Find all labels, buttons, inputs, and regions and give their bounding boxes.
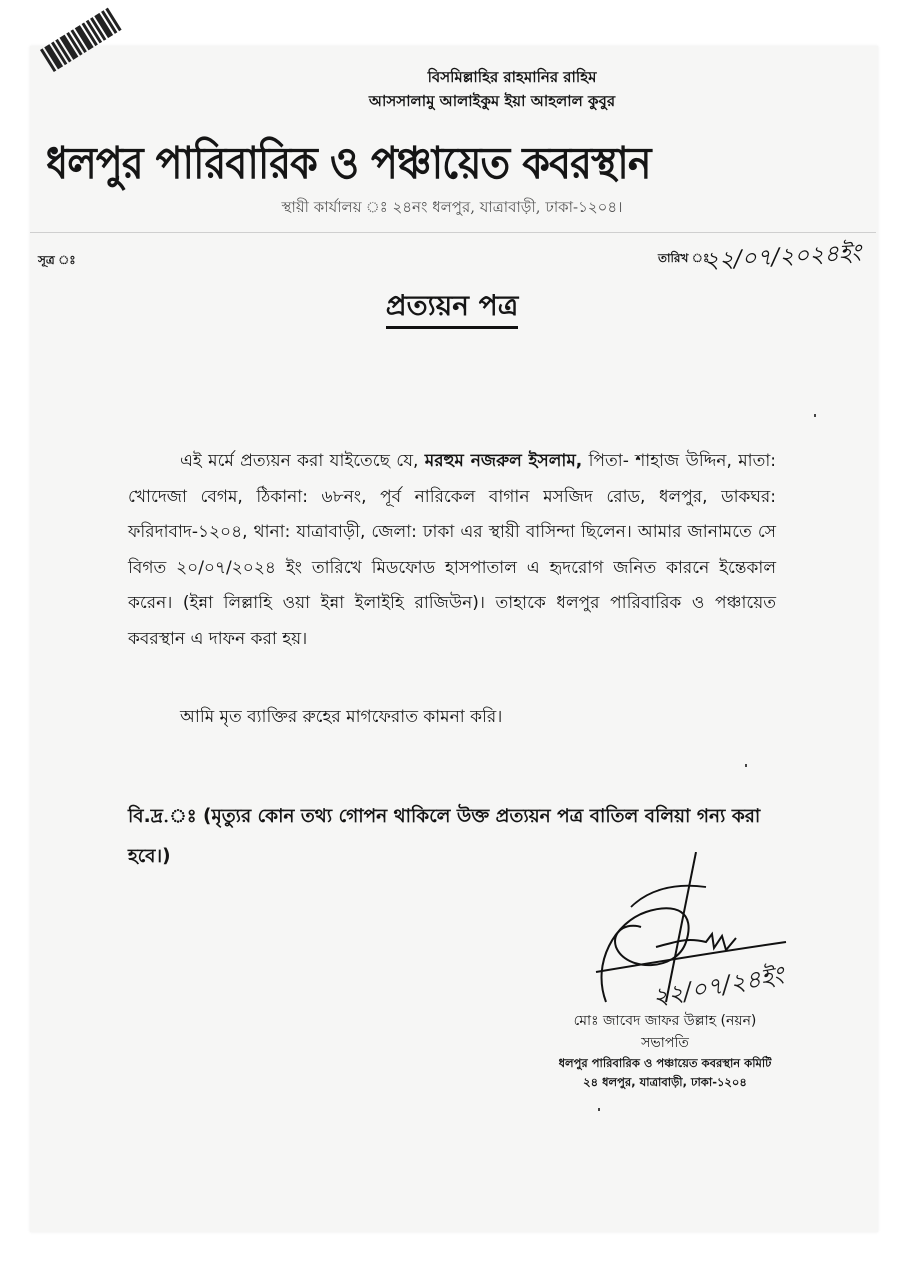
speck [745,764,747,767]
date-label: তারিখ ঃ [658,251,710,265]
salam-line: আসসালামু আলাইকুম ইয়া আহলাল কুবুর [368,92,616,110]
certificate-body [128,444,776,658]
signatory-name: মোঃ জাবেদ জাফর উল্লাহ (নয়ন) [573,1013,757,1029]
signature-date: ২২/০৭/২৪ইং [650,960,786,1012]
body-intro: এই মর্মে প্রত্যয়ন করা যাইতেছে যে, [180,451,425,471]
signatory-committee: ধলপুর পারিবারিক ও পঞ্চায়েত কবরস্থান কমিটি [558,1056,772,1070]
signatory-block [520,1010,810,1092]
body-details: পিতা- শাহাজ উদ্দিন, মাতা: খোদেজা বেগম, ঠিকানা: ৬৮নং, পূর্ব নারিকেল বাগান মসজিদ রোড, ধলপুর, ডাকঘর: ফরিদাবাদ-১২০৪, থানা: যাত্রাবাড়ী, জেলা: ঢাকা এর স্থায়ী বাসিন্দা ছিলেন। আমার জানামতে সে বিগত ২০/০৭/২০২৪ ইং তারিখে মিডফোড হাসপাতাল এ হৃদরোগ জনিত কারনে ইন্তেকাল করেন। (ইন্না লিল্লাহি ওয়া ইন্না ইলাইহি রাজিউন)। তাহাকে ধলপুর পারিবারিক ও পঞ্চায়েত কবরস্থান এ দাফন করা হয়। [128,451,777,649]
date-value: ২২/০৭/২০২৪ইং [703,239,862,275]
document-title [0,284,904,331]
header-divider [30,232,876,233]
office-address: স্থায়ী কার্যালয় ঃ ২৪নং ধলপুর, যাত্রাবাড়ী, ঢাকা-১২০৪। [281,198,623,216]
reference-label: সূত্র ঃ [38,253,76,267]
organization-title: ধলপুর পারিবারিক ও পঞ্চায়েত কবরস্থান [46,138,651,189]
footnote: বি.দ্র.ঃ (মৃত্যুর কোন তথ্য গোপন থাকিলে উক্ত প্রত্যয়ন পত্র বাতিল বলিয়া গন্য করা হবে।) [128,806,761,867]
signatory-designation: সভাপতি [641,1035,689,1051]
body-paragraph [128,444,776,658]
speck [814,414,816,417]
document-title-text: প্রত্যয়ন পত্র [386,289,519,329]
speck [598,1108,600,1111]
deceased-name: মরহুম নজরুল ইসলাম, [424,451,583,471]
bismillah-line: বিসমিল্লাহির রাহমানির রাহিম [427,68,597,86]
signatory-address: ২৪ ধলপুর, যাত্রাবাড়ী, ঢাকা-১২০৪ [583,1075,747,1089]
prayer-line: আমি মৃত ব্যাক্তির রুহের মাগফেরাত কামনা করি। [180,707,503,727]
